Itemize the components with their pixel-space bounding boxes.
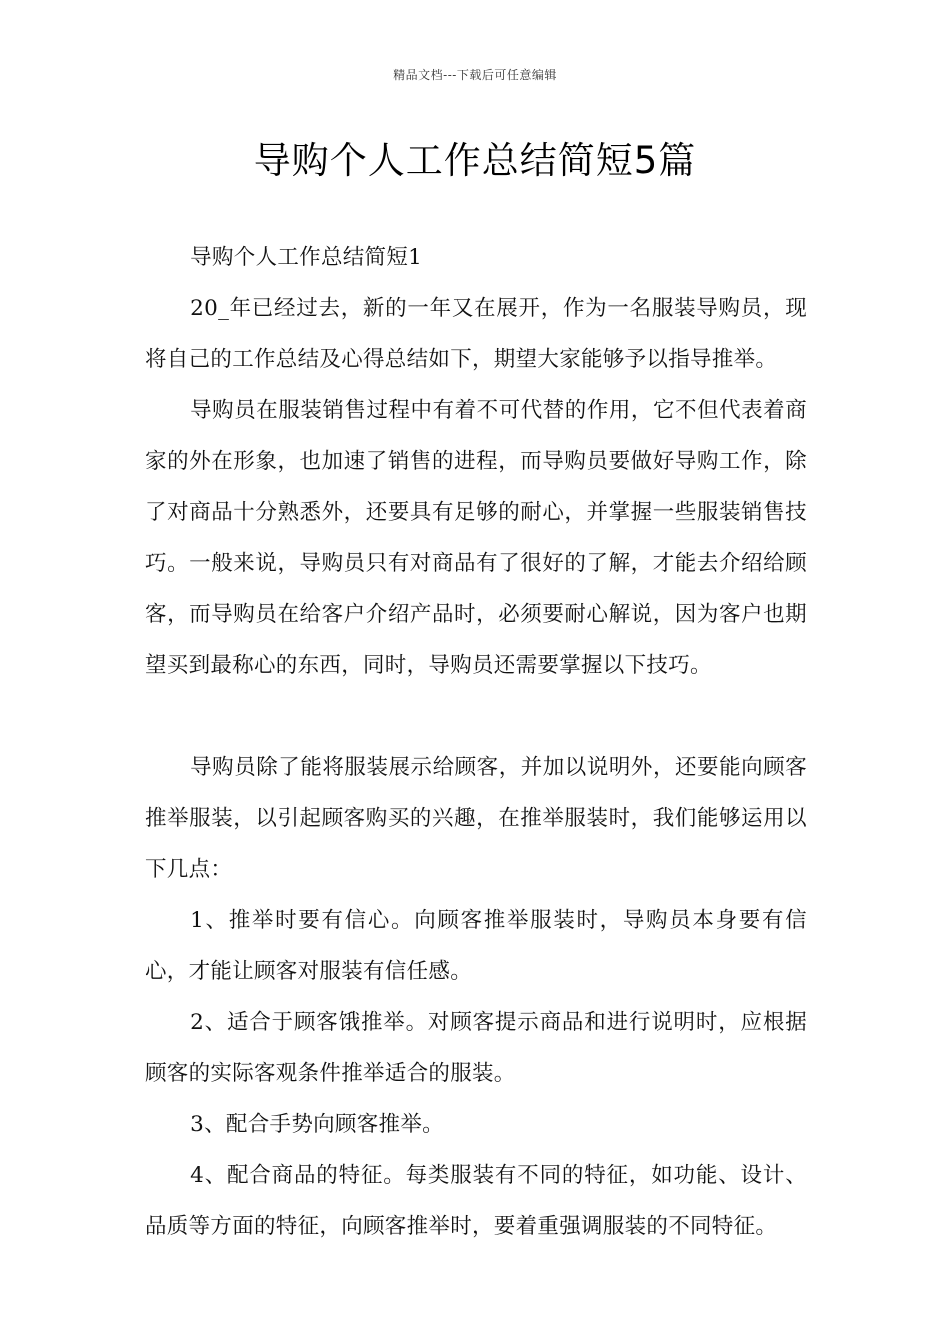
list-item-3: 3、配合手势向顾客推举。 <box>190 1112 444 1137</box>
section-heading: 导购个人工作总结简短1 <box>190 245 423 270</box>
page-header: 精品文档---下载后可任意编辑 <box>393 68 557 82</box>
blank-line <box>145 691 807 742</box>
paragraph-recommend: 导购员除了能将服装展示给顾客，并加以说明外，还要能向顾客推举服装，以引起顾客购买的兴趣，在推举服装时，我们能够运用以下几点： <box>145 755 807 882</box>
paragraph-intro: 20_年已经过去，新的一年又在展开，作为一名服装导购员，现将自己的工作总结及心得总结如下，期望大家能够予以指导推举。 <box>145 296 807 372</box>
document-title: 导购个人工作总结简短5篇 <box>253 139 697 182</box>
paragraph-role: 导购员在服装销售过程中有着不可代替的作用，它不但代表着商家的外在形象，也加速了销售的进程，而导购员要做好导购工作，除了对商品十分熟悉外，还要具有足够的耐心，并掌握一些服装销售技巧。一般来说，导购员只有对商品有了很好的了解，才能去介绍给顾客，而导购员在给客户介绍产品时，必须要耐心解说，因为客户也期望买到最称心的东西，同时，导购员还需要掌握以下技巧。 <box>145 398 807 678</box>
list-item-2: 2、适合于顾客饿推举。对顾客提示商品和进行说明时，应根据顾客的实际客观条件推举适合的服装。 <box>145 1010 807 1086</box>
list-item-1: 1、推举时要有信心。向顾客推举服装时，导购员本身要有信心，才能让顾客对服装有信任感。 <box>145 908 807 984</box>
document-body <box>145 232 807 1252</box>
list-item-4: 4、配合商品的特征。每类服装有不同的特征，如功能、设计、品质等方面的特征，向顾客推举时，要着重强调服装的不同特征。 <box>145 1163 807 1239</box>
